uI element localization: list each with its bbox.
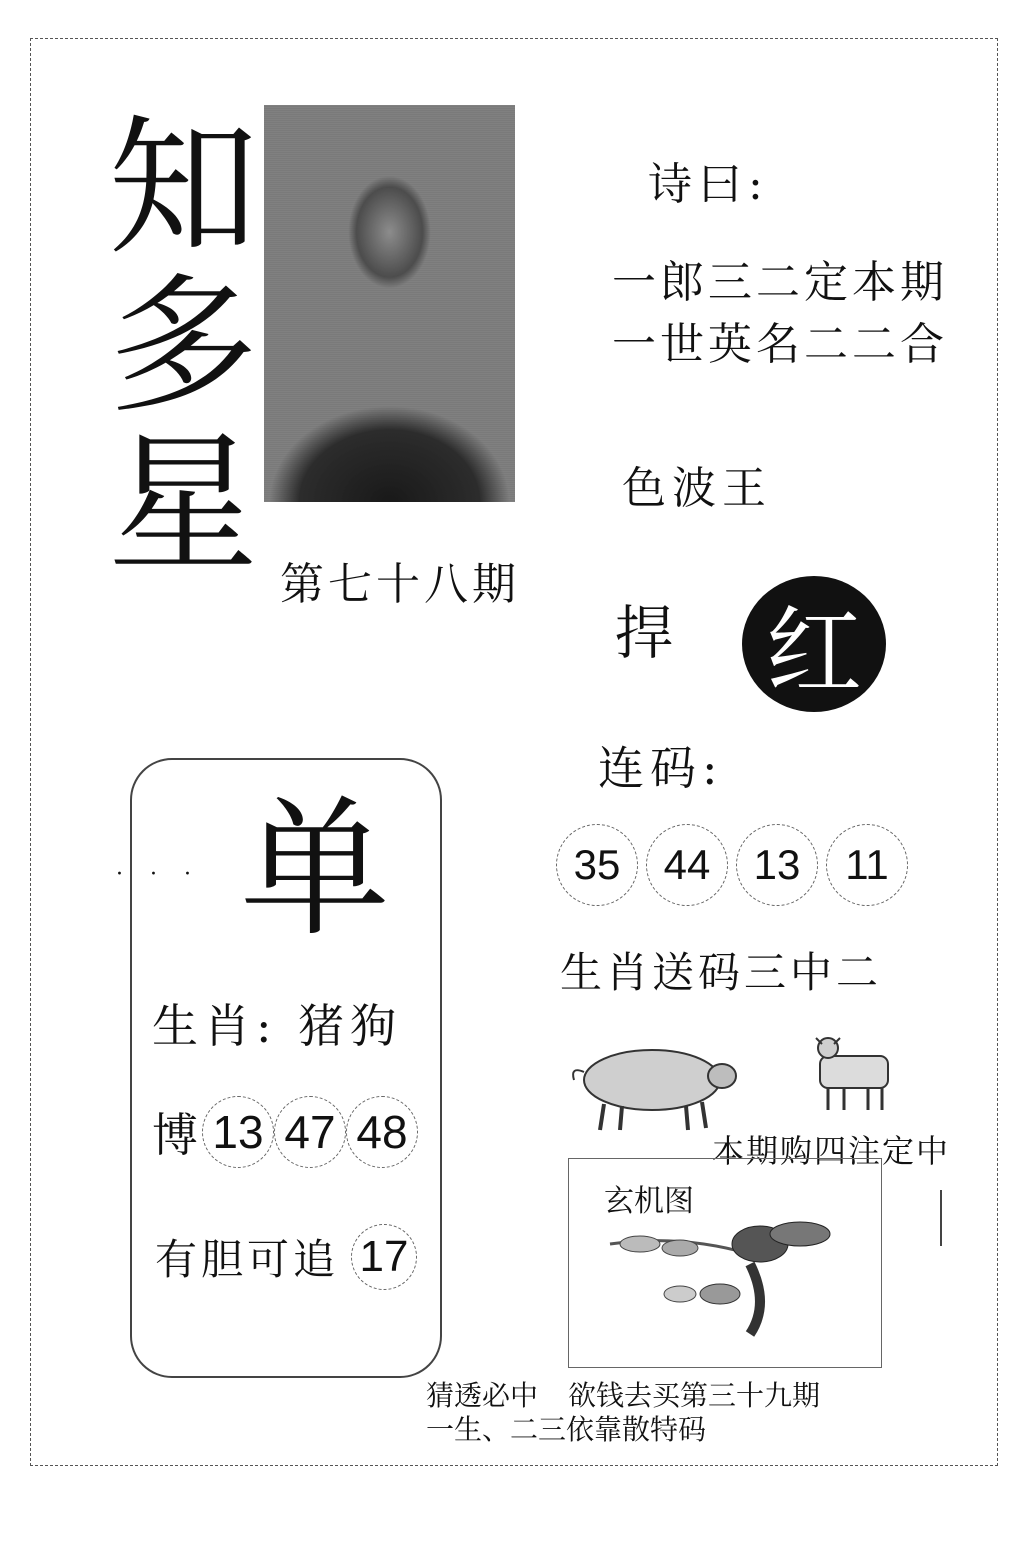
- chase-row: [155, 1224, 417, 1290]
- footer-line-1a: 猜透必中: [426, 1379, 539, 1412]
- margin-mark: [940, 1190, 942, 1246]
- portrait-photo: [264, 105, 515, 502]
- lianma-numbers: [556, 824, 908, 906]
- panel-dots: · · ·: [116, 862, 201, 887]
- title-char-1: 知: [108, 102, 259, 276]
- plant-icon: [600, 1204, 840, 1348]
- odd-char: 单: [240, 783, 391, 957]
- color-badge: [742, 576, 886, 712]
- zodiac-gift-line: 生肖送码三中二: [560, 948, 883, 997]
- footer-line-1b: 欲钱去买第三十九期: [568, 1379, 821, 1412]
- vertical-title: [108, 102, 259, 592]
- grab-char: 捍: [615, 599, 674, 667]
- issue-number: 第七十八期: [280, 559, 520, 610]
- poem-line-2: 一世英名二二合: [612, 319, 948, 370]
- pig-icon: [560, 1030, 740, 1138]
- color-badge-char: 红: [766, 595, 862, 708]
- lianma-ball-3: 13: [736, 824, 818, 906]
- bo-ball-1: 13: [202, 1096, 274, 1168]
- chase-label: 有胆可追: [155, 1235, 340, 1284]
- bo-row: [152, 1096, 418, 1168]
- bo-ball-2: 47: [274, 1096, 346, 1168]
- lianma-ball-2: 44: [646, 824, 728, 906]
- ox-icon: [806, 1030, 896, 1118]
- poem-line-1: 一郎三二定本期: [612, 257, 948, 308]
- lianma-ball-4: 11: [826, 824, 908, 906]
- mystery-title: 玄机图: [604, 1184, 694, 1219]
- title-char-3: 星: [108, 418, 259, 592]
- color-wave-label: 色波王: [622, 463, 772, 514]
- poem-heading: 诗曰:: [648, 159, 769, 210]
- lianma-label: 连码:: [598, 741, 724, 795]
- chase-ball: 17: [351, 1224, 417, 1290]
- title-char-2: 多: [108, 260, 259, 434]
- lianma-ball-1: 35: [556, 824, 638, 906]
- bet-note: 本期购四注定中: [712, 1132, 951, 1170]
- bo-label: 博: [152, 1108, 198, 1162]
- zodiac-line: 生肖: 猪狗: [152, 999, 403, 1053]
- bo-ball-3: 48: [346, 1096, 418, 1168]
- footer-line-2: 一生、二三依靠散特码: [426, 1413, 707, 1446]
